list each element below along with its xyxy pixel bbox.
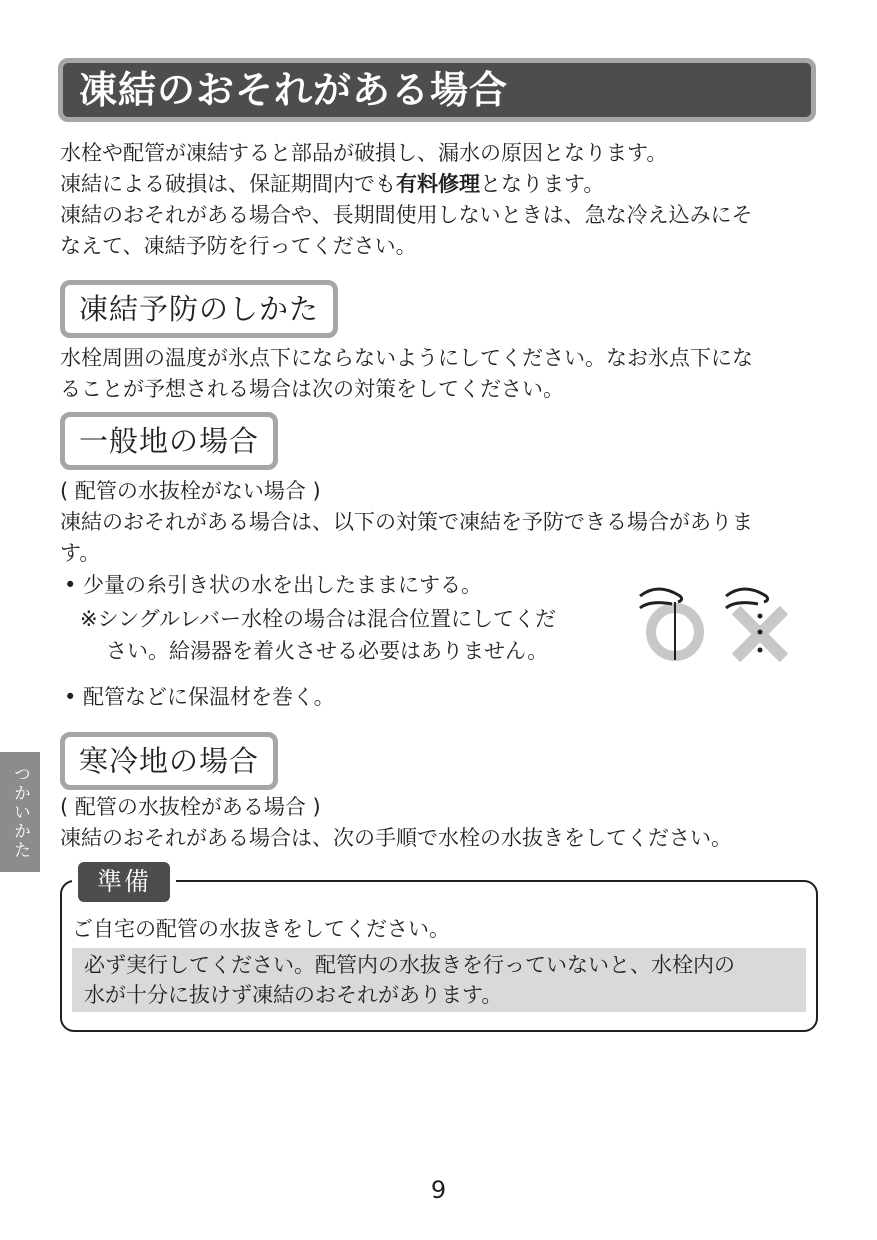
prep-note-line: 水が十分に抜けず凍結のおそれがあります。: [84, 983, 503, 1007]
note-line: ※シングルレバー水栓の場合は混合位置にしてくだ: [80, 607, 557, 631]
prevention-paragraph: [60, 343, 753, 405]
bullet-insulation: • 配管などに保温材を巻く。: [64, 685, 335, 709]
prep-label: 準備: [78, 862, 170, 902]
prep-note: [72, 948, 806, 1012]
side-tab-usage: つかいかた: [0, 752, 40, 872]
faucet-illustration: [628, 580, 798, 670]
page-number: 9: [430, 1176, 447, 1204]
prevention-line: ることが予想される場合は次の対策をしてください。: [60, 377, 564, 401]
intro-text: 凍結による破損は、保証期間内でも: [60, 172, 396, 196]
intro-text: となります。: [480, 172, 605, 196]
general-heading: 一般地の場合: [60, 412, 278, 470]
cold-sub: ( 配管の水抜栓がある場合 ): [60, 795, 321, 819]
bullet-thread-water: • 少量の糸引き状の水を出したままにする。: [64, 573, 483, 597]
page-title: 凍結のおそれがある場合: [58, 58, 816, 122]
general-sub: ( 配管の水抜栓がない場合 ): [60, 479, 321, 503]
prep-note-line: 必ず実行してください。配管内の水抜きを行っていないと、水栓内の: [84, 953, 735, 977]
wrong-cross-icon: [726, 589, 784, 658]
correct-circle-icon: [640, 589, 699, 660]
intro-line: 水栓や配管が凍結すると部品が破損し、漏水の原因となります。: [60, 141, 668, 165]
cold-paragraph: [60, 792, 732, 854]
cold-heading: 寒冷地の場合: [60, 732, 278, 790]
prep-text: ご自宅の配管の水抜きをしてください。: [72, 917, 450, 941]
intro-line: 凍結のおそれがある場合や、長期間使用しないときは、急な冷え込みにそ: [60, 203, 753, 227]
prevention-line: 水栓周囲の温度が氷点下にならないようにしてください。なお氷点下にな: [60, 346, 753, 370]
intro-paragraph: [60, 138, 753, 262]
paid-repair-emphasis: 有料修理: [396, 172, 480, 196]
intro-line: なえて、凍結予防を行ってください。: [60, 234, 417, 258]
note-line: さい。給湯器を着火させる必要はありません。: [106, 639, 549, 663]
general-line: す。: [60, 541, 101, 565]
cold-line: 凍結のおそれがある場合は、次の手順で水栓の水抜きをしてください。: [60, 826, 732, 850]
prevention-heading: 凍結予防のしかた: [60, 280, 338, 338]
general-line: 凍結のおそれがある場合は、以下の対策で凍結を予防できる場合がありま: [60, 510, 753, 534]
intro-line: [60, 169, 753, 200]
general-paragraph: [60, 476, 753, 569]
